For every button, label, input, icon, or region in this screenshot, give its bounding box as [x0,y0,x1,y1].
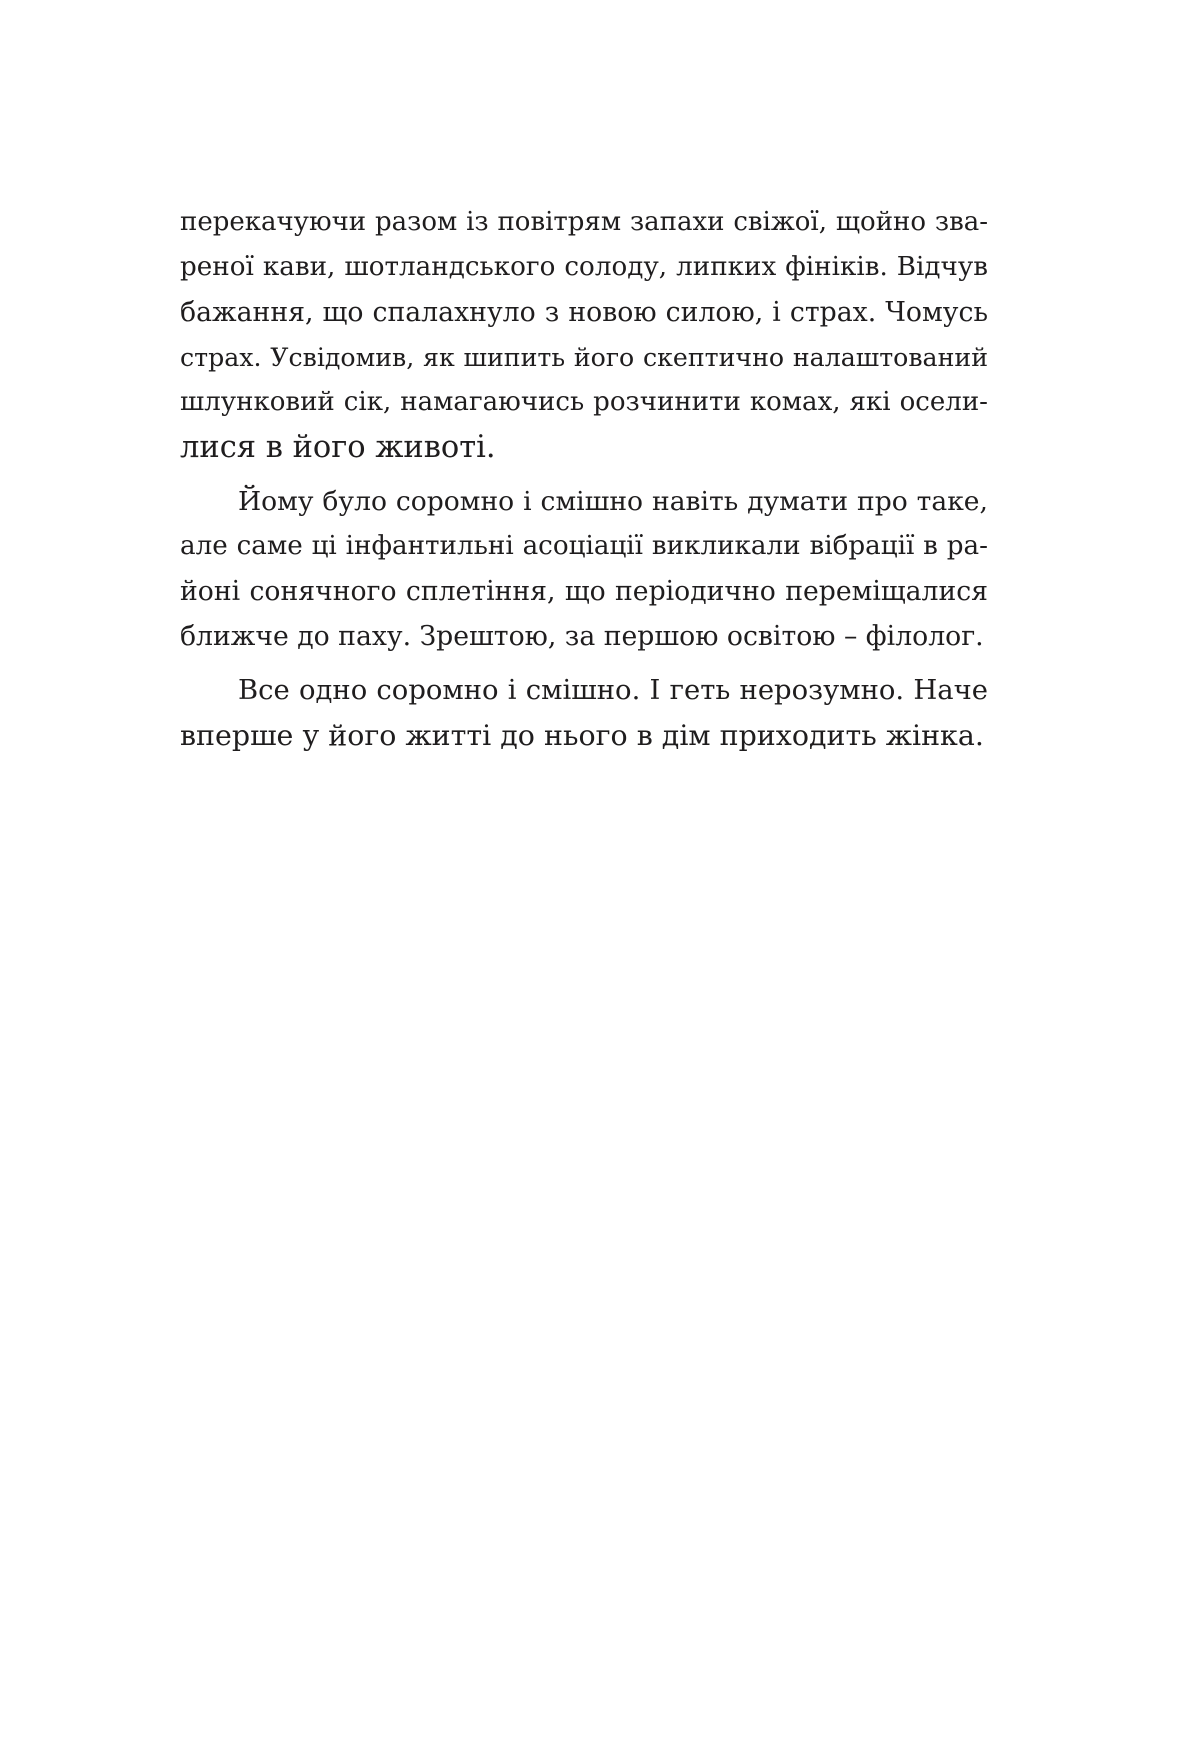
text-line: йоні сонячного сплетіння, що періодично переміщалися [180,576,988,607]
paragraph-3 [180,668,988,758]
text-line: страх. Усвідомив, як шипить його скептично налаштований [180,343,988,372]
text-line: вперше у його житті до нього в дім приходить жінка. [180,719,984,752]
paragraph-spacing [180,659,988,668]
paragraph-spacing [180,470,988,479]
text-line: шлунковий сік, намагаючись розчинити комах, які осели- [180,387,988,417]
paragraph-1 [180,200,988,470]
text-line: але саме ці інфантильні асоціації викликали вібрації в ра- [180,531,988,561]
text-line: реної кави, шотландського солоду, липких фініків. Відчув [180,252,988,282]
text-line: лися в його животі. [180,430,496,465]
text-line: ближче до паху. Зрештою, за першою освітою – філолог. [180,621,984,652]
text-line: перекачуючи разом із повітрям запахи свіжої, щойно зва- [180,207,988,237]
text-line: Йому було соромно і смішно навіть думати про таке, [238,486,988,517]
text-line: Все одно соромно і смішно. І геть нерозумно. Наче [238,675,988,706]
paragraph-2 [180,479,988,659]
text-line: бажання, що спалахнуло з новою силою, і страх. Чомусь [180,297,988,328]
body-text [180,200,988,758]
